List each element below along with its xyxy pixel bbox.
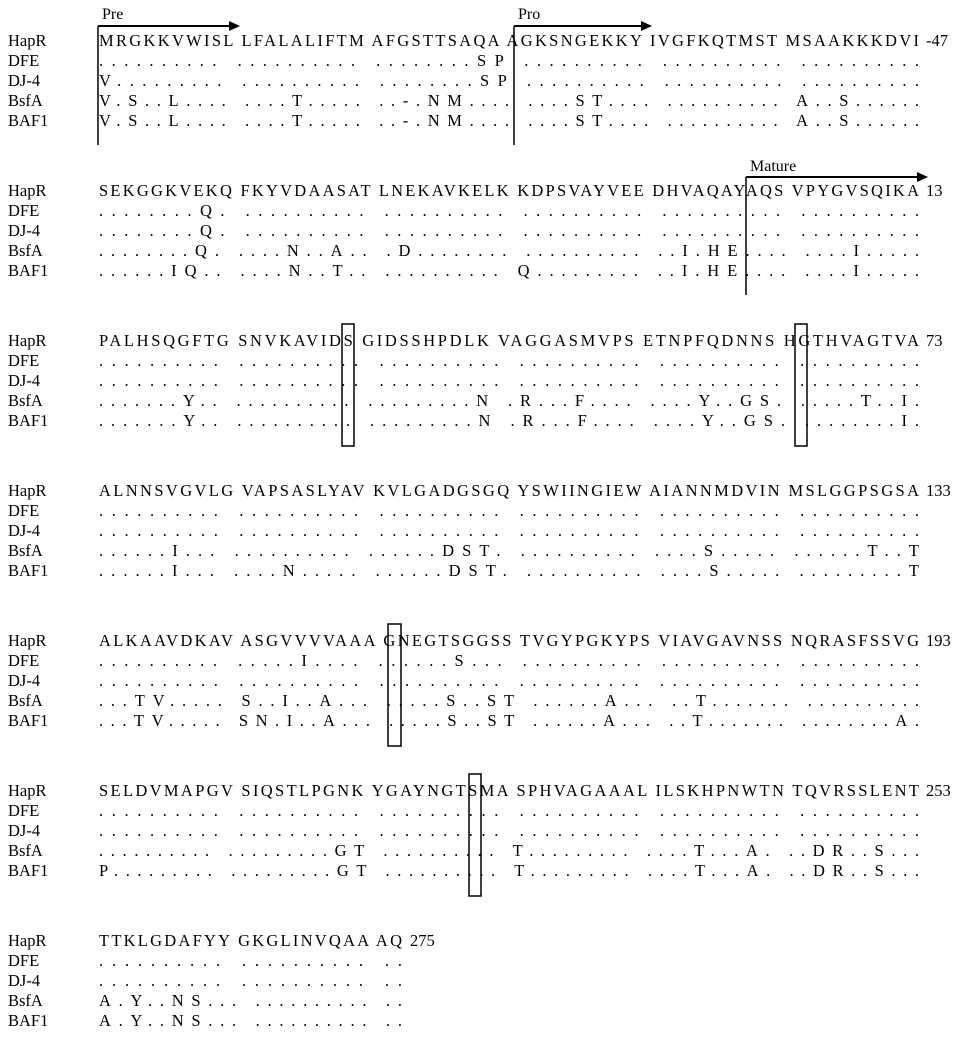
sequence-name: DJ-4 — [8, 971, 41, 990]
sequence-name: DJ-4 — [8, 521, 41, 540]
sequence-name: DFE — [8, 951, 40, 970]
residue-position-number: -47 — [926, 31, 948, 50]
sequence-name: DJ-4 — [8, 671, 41, 690]
sequence-name: DFE — [8, 801, 40, 820]
sequence-name: BAF1 — [8, 861, 49, 880]
sequence-line: ........Q. .......... .......... .......... .......... .......... — [99, 221, 919, 240]
sequence-line: MRGKKVWISL LFALALIFTM AFGSTTSAQA AGKSNGEKKY IVGFKQTMST MSAAKKKDVI — [99, 31, 919, 50]
sequence-line: V......... .......... ........SP .......... .......... .......... — [99, 71, 919, 90]
sequence-line: ........Q. ....N..A.. .D........ .......... ..I.HE.... ....I..... — [99, 241, 919, 260]
sequence-name: BsfA — [8, 991, 43, 1010]
sequence-line: .......... .......... .......... .......... .......... .......... — [99, 801, 919, 820]
sequence-name: DFE — [8, 351, 40, 370]
sequence-line: ......I... .......... ......DST. .......... ....S..... ......T..T — [99, 541, 919, 560]
pro-arrowhead — [641, 21, 652, 31]
sequence-name: DFE — [8, 51, 40, 70]
alignment-block — [8, 781, 951, 880]
sequence-line: ......I... ....N..... ......DST. .......... ....S..... .........T — [99, 561, 919, 580]
sequence-line: .......Y.. .......... .........N .R...F.... ....Y..GS. ........I. — [99, 411, 919, 430]
sequence-name: BsfA — [8, 241, 43, 260]
sequence-line: ......IQ.. ....N..T.. .......... Q......... ..I.HE.... ....I..... — [99, 261, 919, 280]
sequence-line: ........Q. .......... .......... .......... .......... .......... — [99, 201, 919, 220]
alignment-block — [8, 331, 943, 430]
sequence-name: BsfA — [8, 391, 43, 410]
residue-position-number: 275 — [410, 931, 435, 950]
alignment-blocks — [8, 31, 951, 1030]
sequence-line: TTKLGDAFYY GKGLINVQAA AQ — [99, 931, 402, 950]
sequence-line: V.S..L.... ....T..... ..-.NM.... ....ST.... .......... A..S...... — [99, 91, 919, 110]
sequence-name: DJ-4 — [8, 821, 41, 840]
sequence-name: DFE — [8, 201, 40, 220]
alignment-block — [8, 931, 435, 1030]
sequence-name: BAF1 — [8, 1011, 49, 1030]
residue-position-number: 193 — [926, 631, 951, 650]
sequence-line: .......... .........GT .......... T......... ....T...A. ..DR..S... — [99, 841, 920, 860]
sequence-line: .......Y.. .......... .........N .R...F.... ....Y..GS. .....T..I. — [99, 391, 919, 410]
sequence-line: .......... .......... .. — [99, 971, 403, 990]
alignment-block — [8, 481, 951, 580]
residue-position-number: 73 — [926, 331, 943, 350]
sequence-name: DFE — [8, 501, 40, 520]
sequence-name: BsfA — [8, 691, 43, 710]
sequence-name: BAF1 — [8, 561, 49, 580]
sequence-name: BAF1 — [8, 111, 49, 130]
sequence-name: DJ-4 — [8, 71, 41, 90]
sequence-line: SEKGGKVEKQ FKYVDAASAT LNEKAVKELK KDPSVAYVEE DHVAQAYAQS VPYGVSQIKA — [99, 181, 919, 200]
sequence-line: .......... .......... .......... .......... .......... .......... — [99, 501, 919, 520]
sequence-line: P......... .........GT .......... T......... ....T...A. ..DR..S... — [99, 861, 919, 880]
sequence-line: A.Y..NS... .......... .. — [99, 1011, 402, 1030]
sequence-line: .......... .......... .. — [99, 951, 403, 970]
sequence-line: SELDVMAPGV SIQSTLPGNK YGAYNGTSMA SPHVAGAAAL ILSKHPNWTN TQVRSSLENT — [99, 781, 919, 800]
sequence-line: V.S..L.... ....T..... ..-.NM.... ....ST.... .......... A..S...... — [99, 111, 919, 130]
sequence-name: BsfA — [8, 841, 43, 860]
sequence-line: ...TV..... S..I..A... .....S..ST ......A... ..T....... .......... — [99, 691, 919, 710]
pre-label: Pre — [102, 6, 124, 23]
alignment-block — [8, 181, 943, 280]
sequence-line: .......... .......... .......... .......... .......... .......... — [99, 671, 919, 690]
sequence-line: A.Y..NS... .......... .. — [99, 991, 402, 1010]
sequence-name: DFE — [8, 651, 40, 670]
residue-position-number: 253 — [926, 781, 951, 800]
sequence-name: HapR — [8, 481, 47, 500]
sequence-line: ALNNSVGVLG VAPSASLYAV KVLGADGSGQ YSWIINGIEW AIANNMDVIN MSLGGPSGSA — [99, 481, 919, 500]
pro-label: Pro — [518, 6, 541, 23]
sequence-name: HapR — [8, 181, 47, 200]
sequence-name: BAF1 — [8, 411, 49, 430]
sequence-name: HapR — [8, 31, 47, 50]
sequence-name: DJ-4 — [8, 221, 41, 240]
sequence-name: BsfA — [8, 541, 43, 560]
mature-label: Mature — [750, 158, 797, 175]
sequence-name: DJ-4 — [8, 371, 41, 390]
sequence-name: BsfA — [8, 91, 43, 110]
sequence-line: .......... .......... ........SP .......... .......... .......... — [99, 51, 919, 70]
sequence-line: ...TV..... SN.I..A... .....S..ST ......A... ..T....... ........A. — [99, 711, 919, 730]
sequence-name: HapR — [8, 631, 47, 650]
alignment-block — [8, 31, 948, 130]
sequence-line: .......... .......... .......... .......... .......... .......... — [99, 351, 919, 370]
sequence-line: PALHSQGFTG SNVKAVIDS GIDSSHPDLK VAGGASMVPS ETNPFQDNNS HGTHVAGTVA — [99, 331, 919, 350]
sequence-name: BAF1 — [8, 711, 49, 730]
sequence-line: ALKAAVDKAV ASGVVVVAAA GNEGTSGGSS TVGYPGKYPS VIAVGAVNSS NQRASFSSVG — [99, 631, 919, 650]
sequence-line: .......... .......... .......... .......... .......... .......... — [99, 821, 919, 840]
sequence-name: HapR — [8, 931, 47, 950]
pre-arrowhead — [229, 21, 240, 31]
residue-position-number: 13 — [926, 181, 943, 200]
sequence-line: .......... .....I.... ......S... .......... .......... .......... — [99, 651, 919, 670]
sequence-name: HapR — [8, 331, 47, 350]
alignment-block — [8, 631, 951, 730]
sequence-name: BAF1 — [8, 261, 49, 280]
sequence-line: .......... .......... .......... .......... .......... .......... — [99, 371, 919, 390]
sequence-name: HapR — [8, 781, 47, 800]
sequence-line: .......... .......... .......... .......... .......... .......... — [99, 521, 919, 540]
residue-position-number: 133 — [926, 481, 951, 500]
